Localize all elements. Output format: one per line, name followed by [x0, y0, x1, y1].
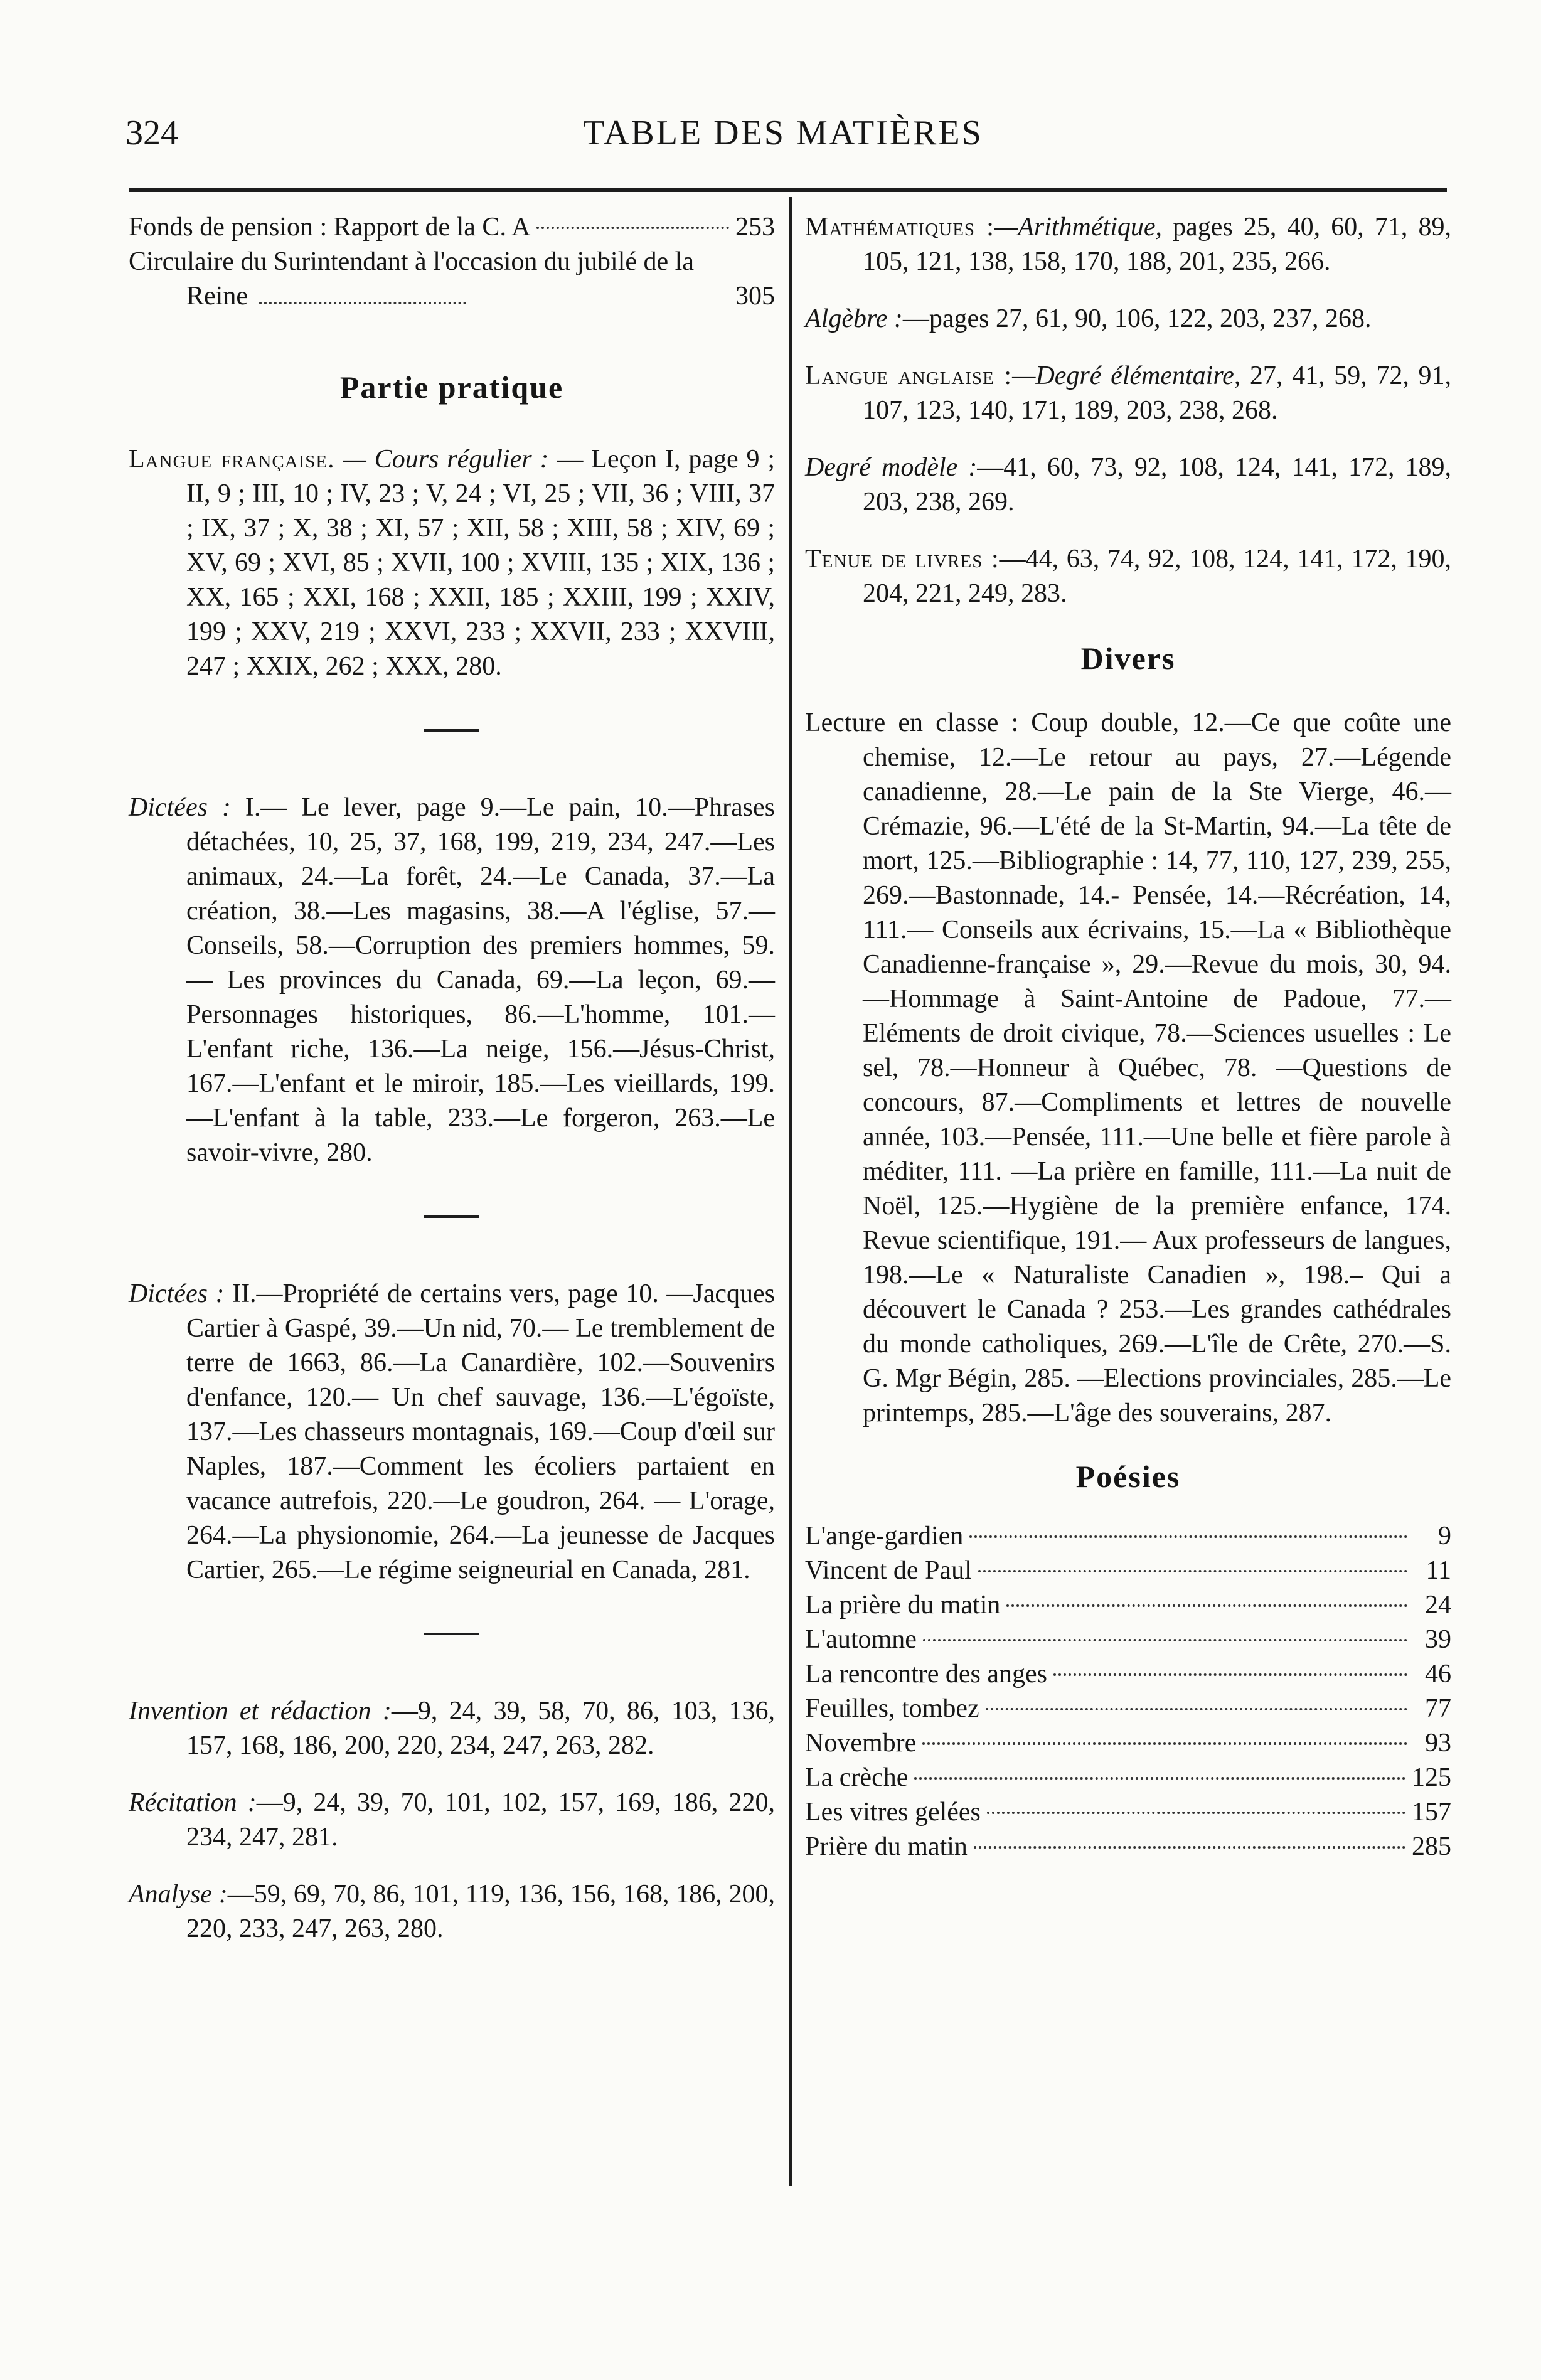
dot-leader	[923, 1639, 1407, 1641]
dot-leader	[978, 1570, 1407, 1572]
dot-leader	[259, 302, 466, 304]
toc-entry-analyse: Analyse :—59, 69, 70, 86, 101, 119, 136, 156, 168, 186, 200, 220, 233, 247, 263, 280.	[129, 1880, 775, 1943]
toc-entry-dictees-1: Dictées : I.— Le lever, page 9.—Le pain, 10.—Phrases détachées, 10, 25, 37, 168, 199, 219, 234, 247.—Les animaux, 24.—La forêt, 24.—Le Canada, 37.—La création, 38.—Les magasins, 38.—A l'église, 57.—Conseils, 58.—Corruption des premiers hommes, 59. — Les provinces du Canada, 69.—La leçon, 69.—Personnages historiques, 86.—L'homme, 101.—L'enfant riche, 136.—La neige, 156.—Jésus-Christ, 167.—L'enfant et le miroir, 185.—Les vieillards, 199.—L'enfant à la table, 233.—Le forgeron, 263.—Le savoir-vivre, 280.	[129, 793, 775, 1167]
toc-entry	[129, 245, 775, 314]
toc-entry-page: 305	[735, 282, 775, 311]
dot-leader	[914, 1777, 1405, 1780]
poem-entry: Vincent de Paul 11	[805, 1556, 1451, 1585]
page-title: TABLE DES MATIÈRES	[583, 114, 983, 152]
toc-entry-invention: Invention et rédaction :—9, 24, 39, 58, 70, 86, 103, 136, 157, 168, 186, 200, 220, 234, 247, 263, 282.	[129, 1697, 775, 1760]
toc-entry-divers: Lecture en classe : Coup double, 12.—Ce que coûte une chemise, 12.—Le retour au pays, 27.—Légende canadienne, 28.—Le pain de la Ste Vierge, 46.—Crémazie, 96.—L'été de la St-Martin, 94.—La tête de mort, 125.—Bibliographie : 14, 77, 110, 127, 239, 255, 269.—Bastonnade, 14.- Pensée, 14.—Récréation, 14, 111.— Conseils aux écrivains, 15.—La « Bibliothèque Canadienne-française », 29.—Revue du mois, 30, 94.—Hommage à Saint-Antoine de Padoue, 77.—Eléments de droit civique, 78.—Sciences usuelles : Le sel, 78.—Honneur à Québec, 78. —Questions de concours, 87.—Compliments et lettres de nouvelle année, 103.—Pensée, 111.—Une belle et fière parole à méditer, 111. —La prière en famille, 111.—La nuit de Noël, 125.—Hygiène de la première enfance, 174. Revue scientifique, 191.— Aux professeurs de langues, 198.—Le « Naturaliste Canadien », 198.– Qui a découvert le Canada ? 253.—Les grandes cathédrales du monde catholiques, 269.—L'île de Crête, 270.—S. G. Mgr Bégin, 285. —Elections provinciales, 285.—Le printemps, 285.—L'âge des souverains, 287.	[805, 708, 1451, 1427]
poem-entry: Prière du matin 285	[805, 1832, 1451, 1861]
left-column	[129, 210, 775, 1969]
poem-entry: La rencontre des anges 46	[805, 1660, 1451, 1689]
toc-entry	[129, 210, 775, 245]
dot-leader	[974, 1846, 1405, 1849]
dot-leader	[987, 1812, 1405, 1814]
dot-leader	[986, 1708, 1407, 1710]
toc-entry-algebre: Algèbre :—pages 27, 61, 90, 106, 122, 203, 237, 268.	[805, 304, 1372, 333]
dot-leader	[536, 227, 729, 229]
separator-rule	[424, 1633, 479, 1635]
toc-entry-dictees-2: Dictées : II.—Propriété de certains vers, page 10. —Jacques Cartier à Gaspé, 39.—Un nid, 70.— Le tremblement de terre de 1663, 86.—La Canardière, 102.—Souvenirs d'enfance, 120.— Un chef sauvage, 136.—L'égoïste, 137.—Les chasseurs montagnais, 169.—Coup d'œil sur Naples, 187.—Comment les écoliers partaient en vacance autrefois, 220.—Le goudron, 264. — L'orage, 264.—La physionomie, 264.—La jeunesse de Jacques Cartier, 265.—Le régime seigneurial en Canada, 281.	[129, 1279, 776, 1584]
poem-entry: L'ange-gardien 9	[805, 1522, 1451, 1550]
page-number: 324	[125, 114, 178, 152]
separator-rule	[424, 1215, 479, 1218]
section-heading-divers: Divers	[1080, 641, 1176, 676]
toc-entry-langue-anglaise: Langue anglaise :—Degré élémentaire, 27, 41, 59, 72, 91, 107, 123, 140, 171, 189, 203, 238, 268.	[805, 361, 1452, 425]
poem-entry: Les vitres gelées 157	[805, 1798, 1451, 1827]
dot-leader	[1053, 1673, 1407, 1676]
toc-entry-degre-modele: Degré modèle :—41, 60, 73, 92, 108, 124, 141, 172, 189, 203, 238, 269.	[805, 453, 1452, 516]
poem-entry: Feuilles, tombez 77	[805, 1694, 1451, 1723]
separator-rule	[424, 729, 479, 732]
poem-entry: La crèche 125	[805, 1763, 1451, 1792]
column-divider	[789, 197, 792, 2186]
section-heading-partie-pratique: Partie pratique	[339, 370, 564, 405]
poem-entry: Novembre 93	[805, 1729, 1451, 1758]
dot-leader	[969, 1535, 1407, 1538]
section-heading-poesies: Poésies	[1075, 1459, 1181, 1494]
toc-entry-langue-francaise: Langue française. — Cours régulier : — Leçon I, page 9 ; II, 9 ; III, 10 ; IV, 23 ; V, 24 ; VI, 25 ; VII, 36 ; VIII, 37 ; IX, 37 ; X, 38 ; XI, 57 ; XII, 58 ; XIII, 58 ; XIV, 69 ; XV, 69 ; XVI, 85 ; XVII, 100 ; XVIII, 135 ; XIX, 136 ; XX, 165 ; XXI, 168 ; XXII, 185 ; XXIII, 199 ; XXIV, 199 ; XXV, 219 ; XXVI, 233 ; XXVII, 233 ; XXVIII, 247 ; XXIX, 262 ; XXX, 280.	[129, 445, 775, 681]
poem-entry: L'automne 39	[805, 1625, 1451, 1654]
toc-entry-title: Circulaire du Surintendant à l'occasion du jubilé de la Reine	[129, 247, 694, 311]
toc-entry-recitation: Récitation :—9, 24, 39, 70, 101, 102, 157, 169, 186, 220, 234, 247, 281.	[129, 1788, 776, 1852]
poem-list	[805, 1519, 1451, 1864]
poem-entry: La prière du matin 24	[805, 1591, 1451, 1620]
toc-entry-tenue-de-livres: Tenue de livres :—44, 63, 74, 92, 108, 124, 141, 172, 190, 204, 221, 249, 283.	[805, 545, 1451, 608]
dot-leader	[1006, 1604, 1407, 1607]
header-rule	[129, 188, 1447, 192]
right-column	[805, 210, 1451, 1864]
toc-entry-title: Fonds de pension : Rapport de la C. A	[129, 213, 531, 242]
dot-leader	[922, 1742, 1407, 1745]
toc-entry-page: 253	[735, 213, 775, 242]
toc-entry-mathematiques: Mathématiques :—Arithmétique, pages 25, 40, 60, 71, 89, 105, 121, 138, 158, 170, 188, 201, 235, 266.	[805, 213, 1451, 276]
